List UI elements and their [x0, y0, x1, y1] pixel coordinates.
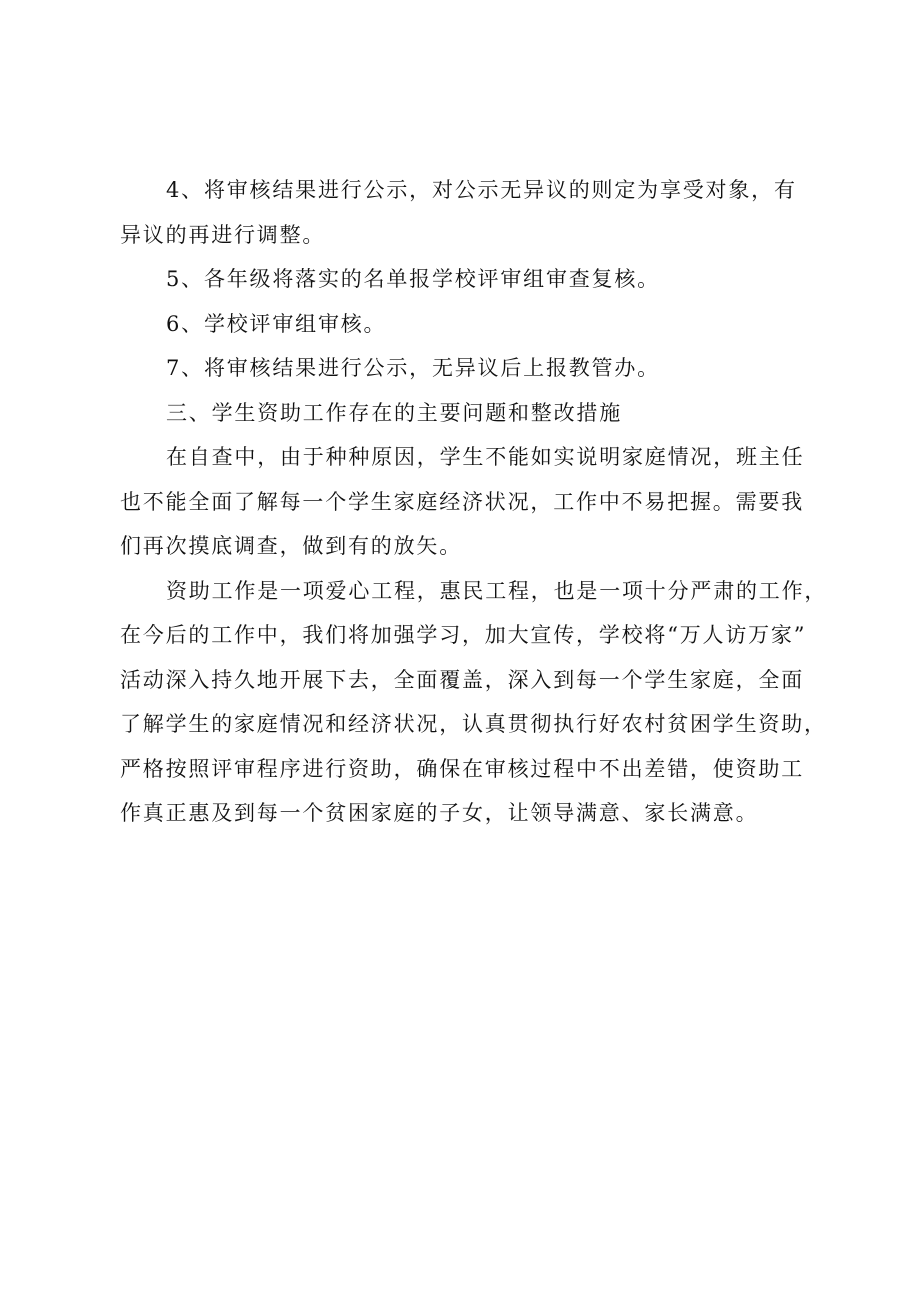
paragraph-self-check — [120, 435, 820, 569]
text-line: 三、学生资助工作存在的主要问题和整改措施 — [166, 400, 622, 425]
text-line: 在今后的工作中，我们将加强学习，加大宣传，学校将“万人访万家” — [120, 623, 807, 647]
text-line: 作真正惠及到每一个贫困家庭的子女，让领导满意、家长满意。 — [120, 801, 759, 825]
text-line: 6、学校评审组审核。 — [166, 311, 387, 336]
text-line: 4、将审核结果进行公示，对公示无异议的则定为享受对象，有 — [166, 178, 797, 202]
paragraph-step-7 — [120, 346, 820, 391]
text-line: 也不能全面了解每一个学生家庭经济状况，工作中不易把握。需要我 — [120, 489, 804, 514]
document-body — [120, 168, 828, 836]
text-line: 严格按照评审程序进行资助，确保在审核过程中不出差错，使资助工 — [120, 756, 804, 781]
text-line: 7、将审核结果进行公示，无异议后上报教管办。 — [166, 356, 660, 380]
text-line: 了解学生的家庭情况和经济状况，认真贯彻执行好农村贫困学生资助， — [120, 712, 827, 736]
paragraph-step-5 — [120, 257, 820, 302]
text-line: 5、各年级将落实的名单报学校评审组审查复核。 — [166, 267, 660, 291]
text-line: 们再次摸底调查，做到有的放矢。 — [120, 534, 462, 558]
text-line: 在自查中，由于种种原因，学生不能如实说明家庭情况，班主任 — [166, 445, 805, 469]
text-line: 活动深入持久地开展下去，全面覆盖，深入到每一个学生家庭，全面 — [120, 667, 804, 692]
text-line: 资助工作是一项爱心工程，惠民工程，也是一项十分严肃的工作， — [166, 578, 828, 603]
paragraph-aid-work — [120, 569, 828, 836]
paragraph-step-4 — [120, 168, 820, 257]
paragraph-step-6 — [120, 302, 820, 347]
text-line: 异议的再进行调整。 — [120, 222, 326, 247]
section-heading-three — [120, 391, 820, 436]
